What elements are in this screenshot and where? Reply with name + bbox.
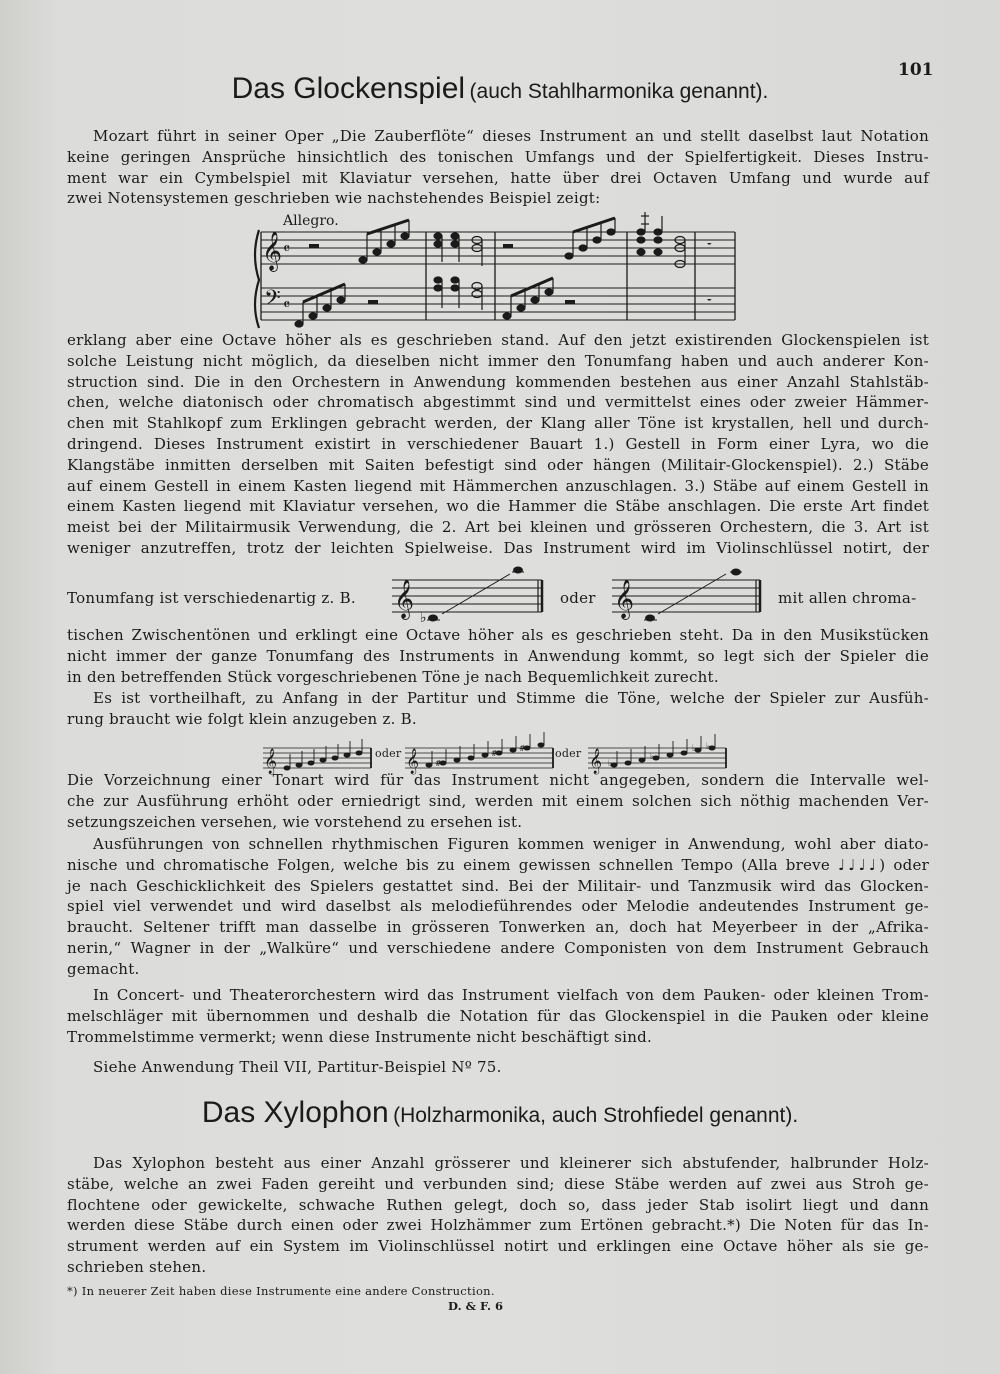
glockenspiel-subtitle: (auch Stahlharmonika genannt). <box>469 80 769 103</box>
text-line: setzungszeichen versehen, wie vorstehend zu ersehen ist. <box>67 812 523 831</box>
text-line: che zur Ausführung erhöht oder erniedrigt sind, werden mit einem solchen sich nöthig machenden Ver- <box>67 791 929 810</box>
scale-or-1: oder <box>375 747 402 760</box>
page-number: 101 <box>898 60 934 80</box>
text-line: spiel viel verwendet und wird daselbst als melodieführendes oder Melodie andeutendes Instrument ge- <box>67 897 929 916</box>
text-line: Es ist vortheilhaft, zu Anfang in der Partitur und Stimme die Töne, welche der Spieler zur Ausfüh- <box>93 689 929 707</box>
text-line: nicht immer der ganze Tonumfang des Instruments in Anwendung kommt, so legt sich der Spieler die <box>67 646 929 665</box>
text-line: erklang aber eine Octave höher als es geschrieben stand. Auf den jetzt existirenden Glockenspielen ist <box>67 331 929 349</box>
svg-text:𝄞: 𝄞 <box>262 231 283 271</box>
text-line: in den betreffenden Stück vorgeschriebenen Töne je nach Bequemlichkeit zurecht. <box>67 667 719 686</box>
svg-text:𝄴: 𝄴 <box>283 239 291 258</box>
glockenspiel-reference-paragraph <box>67 1057 929 1078</box>
text-line: Ausführungen von schnellen rhythmischen Figuren kommen weniger in Anwendung, wohl aber diato- <box>93 835 929 853</box>
svg-text:𝄢: 𝄢 <box>264 286 281 316</box>
xylophon-subtitle: (Holzharmonika, auch Strohfiedel genannt). <box>393 1104 799 1127</box>
svg-text:𝄞: 𝄞 <box>589 749 603 774</box>
text-line: je nach Geschicklichkeit des Spielers gestattet sind. Bei der Militair- und Tanzmusik wird das Glocken- <box>67 876 929 895</box>
tempo-marking: Allegro. <box>283 213 339 229</box>
text-line: keine geringen Ansprüche hinsichtlich des tonischen Umfangs und der Spielfertigkeit. Dieses Instru- <box>67 147 929 166</box>
svg-text:𝄻: 𝄻 <box>707 239 712 253</box>
range-prefix: Tonumfang ist verschiedenartig z. B. <box>67 589 356 607</box>
svg-text:♭: ♭ <box>706 742 711 752</box>
glockenspiel-orchestra-paragraph <box>67 985 929 1047</box>
svg-text:#: # <box>519 744 526 753</box>
printer-signature: D. & F. 6 <box>448 1299 503 1313</box>
range-suffix: mit allen chroma- <box>778 589 917 607</box>
text-line: schrieben stehen. <box>67 1257 207 1276</box>
text-line: struction sind. Die in den Orchestern in Anwendung kommenden bestehen aus einer Anzahl Stahlstäb- <box>67 372 929 391</box>
text-line: flochtene oder gewickelte, schwache Ruthen gelegt, doch so, dass jeder Stab isolirt liegt und dann <box>67 1195 929 1214</box>
glockenspiel-range-paragraph <box>67 625 929 687</box>
text-line: Mozart führt in seiner Oper „Die Zauberflöte“ dieses Instrument an und stellt daselbst laut Notation <box>93 127 929 145</box>
text-line: ment war ein Cymbelspiel mit Klaviatur versehen, hatte über drei Octaven Umfang und wurde auf <box>67 168 929 187</box>
range-example-2 <box>612 564 764 624</box>
glockenspiel-notation-paragraph <box>67 688 929 730</box>
text-line: nische und chromatische Folgen, welche bis zu einem gewissen schnellen Tempo (Alla breve ♩♩♩♩) oder <box>67 855 929 874</box>
text-line: chen mit Stahlkopf zum Erklingen gebracht werden, der Klang aller Töne ist krystallen, hell und durch- <box>67 414 929 433</box>
text-line: zwei Notensystemen geschrieben wie nachstehendes Beispiel zeigt: <box>67 189 601 208</box>
svg-text:𝄻: 𝄻 <box>707 295 712 309</box>
text-line: dringend. Dieses Instrument existirt in verschiedener Bauart 1.) Gestell in Form einer Lyra, wo die <box>67 434 929 453</box>
text-line: tischen Zwischentönen und erklingt eine Octave höher als es geschrieben steht. Da in den Musikstücken <box>67 626 929 644</box>
text-line: Die Vorzeichnung einer Tonart wird für das Instrument nicht angegeben, sondern die Intervalle wel- <box>67 771 929 789</box>
text-line: gemacht. <box>67 959 140 978</box>
glockenspiel-usage-paragraph <box>67 834 929 980</box>
svg-text:♭: ♭ <box>608 759 613 769</box>
text-line: strument werden auf ein System im Violinschlüssel notirt und erklingen eine Octave höher als sie ge- <box>67 1237 929 1256</box>
range-example-1 <box>392 564 546 624</box>
text-line: solche Leistung nicht möglich, da dieselben nicht immer den Tonumfang haben und auch anderer Kon- <box>67 351 929 370</box>
range-or: oder <box>560 589 596 607</box>
scale-or-2: oder <box>555 747 582 760</box>
svg-text:♭: ♭ <box>650 752 655 762</box>
glockenspiel-construction-paragraph <box>67 330 929 559</box>
glockenspiel-heading <box>0 72 1000 106</box>
footnote: *) In neuerer Zeit haben diese Instrumente eine andere Construction. <box>67 1284 495 1298</box>
svg-text:𝄞: 𝄞 <box>394 579 415 619</box>
text-line: Siehe Anwendung Theil VII, Partitur-Beispiel Nº 75. <box>93 1058 502 1076</box>
svg-text:#: # <box>435 759 442 768</box>
svg-text:♭: ♭ <box>692 744 697 754</box>
text-line: Klangstäbe inmitten derselben mit Saiten befestigt sind oder hängen (Militair-Glockenspiel). 2.) Stäbe <box>67 455 929 474</box>
text-line: Trommelstimme vermerkt; wenn diese Instrumente nicht beschäftigt sind. <box>67 1027 652 1046</box>
text-line: melschläger mit übernommen und deshalb die Notation für das Glockenspiel in die Pauken oder kleine <box>67 1006 929 1025</box>
text-line: rung braucht wie folgt klein anzugeben z. B. <box>67 709 417 728</box>
text-line: weniger anzutreffen, trotz der leichten Spielweise. Das Instrument wird im Violinschlüssel notirt, der <box>67 538 929 557</box>
svg-text:𝄴: 𝄴 <box>283 295 291 314</box>
text-line: stäbe, welche an zwei Faden gereiht und verbunden sind; diese Stäbe werden auf zwei aus Stroh ge- <box>67 1174 929 1193</box>
svg-text:♭: ♭ <box>420 610 427 626</box>
mozart-music-example <box>255 210 745 340</box>
glockenspiel-key-signature-paragraph <box>67 770 929 832</box>
text-line: In Concert- und Theaterorchestern wird das Instrument vielfach von dem Pauken- oder kleinen Trom- <box>93 986 929 1004</box>
svg-text:𝄞: 𝄞 <box>264 749 278 774</box>
text-line: Das Xylophon besteht aus einer Anzahl grösserer und kleinerer sich abstufender, halbrunder Holz- <box>93 1154 929 1172</box>
text-line: werden diese Stäbe durch einen oder zwei Holzhämmer zum Ertönen gebracht.*) Die Noten für das In- <box>67 1216 929 1235</box>
xylophon-description-paragraph <box>67 1153 929 1278</box>
xylophon-heading <box>0 1096 1000 1130</box>
svg-text:𝄞: 𝄞 <box>406 749 420 774</box>
svg-text:𝄞: 𝄞 <box>614 579 635 619</box>
text-line: chen, welche diatonisch oder chromatisch abgestimmt sind und vermittelst eines oder zweier Hämmer- <box>67 393 929 412</box>
glockenspiel-intro-paragraph <box>67 126 929 209</box>
glockenspiel-title: Das Glockenspiel <box>231 72 466 105</box>
text-line: meist bei der Militairmusik Verwendung, die 2. Art bei kleinen und grösseren Orchestern, die 3. Art ist <box>67 518 929 537</box>
svg-text:#: # <box>491 749 498 758</box>
xylophon-title: Das Xylophon <box>201 1096 389 1129</box>
text-line: auf einem Gestell in einem Kasten liegend mit Hämmerchen anzuschlagen. 3.) Stäbe auf einem Gestell in <box>67 476 929 495</box>
text-line: einem Kasten liegend mit Klaviatur versehen, wo die Hammer die Stäbe anschlagen. Die erste Art findet <box>67 497 929 516</box>
text-line: nerin,“ Wagner in der „Walküre“ und verschiedene andere Componisten von dem Instrument Gebrauch <box>67 938 929 957</box>
text-line: braucht. Seltener trifft man dasselbe in grösseren Tonwerken an, doch hat Meyerbeer in der „Afrika- <box>67 918 929 937</box>
